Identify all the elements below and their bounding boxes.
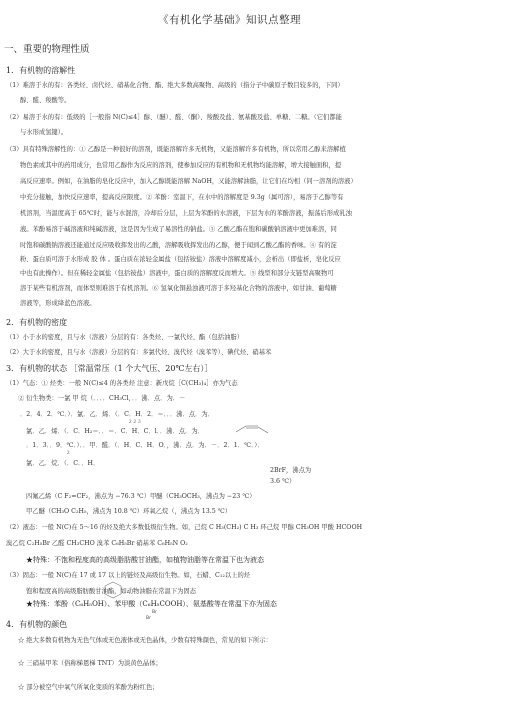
paragraph-text: ② 衍生物类：一氯 甲 烷（．．．．CH₃Cl，．．沸．点．为．－: [18, 395, 186, 402]
structural-formula-icon: [232, 420, 272, 442]
formula-label-br: Br: [146, 616, 151, 621]
formula-label-br: Br: [152, 610, 157, 615]
subscript-digits: ２２３: [128, 420, 142, 425]
paragraph-text: 高反应速率。例如，在油脂的皂化反应中，加入乙醇既能溶解 NaOH，又能溶解油脂，让它们在均相（同一溶剂的溶液）: [20, 178, 357, 185]
special-note: ★特殊：苯酚（C₆H₅OH）、苯甲酸（C₆H₅COOH）、氨基酸等在常温下亦为固态: [26, 600, 277, 608]
paragraph-text: ☆ 三硝基甲苯（俗称梯恩梯 TNT）为淡黄色晶体；: [18, 660, 162, 667]
paragraph-text: 醇、醛、羧酸等。: [20, 97, 71, 104]
paragraph-text: 四氟乙烯（C F₂=CF₂，沸点为 −76.3 ℃）甲醚（CH₃OCH₃，沸点为 −23 ℃）: [26, 493, 256, 500]
paragraph-text: （1）气态：① 烃类：一般 N(C)≤4 的各类烃 注意：新戊烷［C(CH₃)₄］亦为气态: [6, 380, 238, 387]
paragraph-text: 机溶剂，当温度高于 65℃时，能与水混溶，冷却后分层，上层为苯酚的水溶液，下层为水的苯酚溶液，振荡后形成乳浊: [20, 210, 352, 217]
paragraph-text: ．1．3．．9．℃．）．．甲．醛．（．H．C．H．O．，沸．点．为．－．2．1．℃．）．: [26, 442, 264, 449]
paragraph-text: 物色素或其中的药用成分，也常用乙醇作为反应的溶剂，使参加反应的有机物和无机物均能溶解，增大接触面积，提: [20, 162, 342, 169]
paragraph-text: （1）难溶于水的有：各类烃、卤代烃、硝基化合物、酯、绝大多数高聚物、高级的（指分子中碳原子数目较多的，下同）: [6, 82, 344, 89]
subscript-digit: ２: [66, 451, 71, 456]
paragraph-text: 溴乙烷 C₂H₅Br 乙醛 CH₃CHO 溴苯 C₆H₅Br 硝基苯 C₆H₅N O₂: [6, 540, 188, 547]
heading-state: 3．有机物的状态 ［常温常压（1 个大气压、20℃左右）］: [6, 364, 213, 373]
paragraph-text: 氯．乙．烷．（．C．．H．: [26, 460, 100, 467]
section-heading-physical-properties: 一、重要的物理性质: [4, 44, 90, 55]
paragraph-text: 与水形成氢键）。: [20, 129, 68, 136]
boiling-point-note: 2BrF，沸点为: [270, 467, 312, 474]
paragraph-text: （2）易溶于水的有：低级的［一般指 N(C)≤4］醇、（醚）、醛、（酮）、羧酸及盐、氨基酸及盐、单糖、二糖。（它们都能: [6, 114, 342, 121]
paragraph-text: 液。苯酚易溶于碱溶液和纯碱溶液，这是因为生成了易溶性的钠盐。③ 乙酸乙酯在饱和碳酸钠溶液中更加难溶，同: [20, 226, 337, 233]
paragraph-text: 粉、蛋白质可溶于水形成 胶 体 。蛋白质在浓轻金属盐（包括铵盐）溶液中溶解度减小，会析出（即盐析，皂化反应: [20, 256, 341, 263]
paragraph-text: 甲乙醚（CH₃O C₂H₅，沸点为 10.8 ℃）环氧乙烷（，沸点为 13.5 ℃）: [26, 508, 232, 515]
heading-density: 2．有机物的密度: [6, 318, 68, 327]
paragraph-text: 溶于某些有机溶剂，而体型则难溶于有机溶剂。⑥ 氢氧化铜悬浊液可溶于多羟基化合物的溶液中，如甘油、葡萄糖: [20, 285, 337, 292]
paragraph-text: 饱和程度高的高级脂肪酸甘油酯，如动物油脂在常温下为固态: [26, 588, 197, 595]
paragraph-text: 溶液等，形成绛蓝色溶液。: [20, 300, 96, 307]
heading-color: 4．有机物的颜色: [6, 620, 68, 629]
paragraph-text: （1）小于水的密度，且与水（溶液）分层的有：各类烃、一氯代烃、酯（包括油脂）: [6, 334, 243, 341]
paragraph-text: 中也有此操作）。但在稀轻金属盐（包括铵盐）溶液中，蛋白质的溶解度反而增大。⑤ 线型和部分支链型高聚物可: [20, 270, 334, 277]
paragraph-text: ☆ 绝大多数有机物为无色气体或无色液体或无色晶体，少数有特殊颜色，常见的如下所示：: [18, 637, 272, 644]
paragraph-text: （2）液态：一般 N(C)在 5～16 的烃及绝大多数低级衍生物。如，己烷 C H₃(CH₂) C H₃ 环己烷 甲醇 CH₃OH 甲酸 HCOOH: [6, 524, 363, 531]
heading-solubility: 1．有机物的溶解性: [6, 66, 76, 75]
benzene-ring-icon: [100, 580, 126, 600]
paragraph-text: （2）大于水的密度，且与水（溶液）分层的有：多氯代烃、溴代烃（溴苯等）、碘代烃、硝基苯: [6, 349, 272, 356]
paragraph-text: （3）具有特殊溶解性的：① 乙醇是一种很好的溶剂，既能溶解许多无机物，又能溶解许多有机物，所以常用乙醇来溶解植: [6, 146, 346, 153]
paragraph-text: ☆ 部分被空气中氧气所氧化变质的苯酚为粉红色；: [18, 684, 159, 691]
paragraph-text: ．2．4．2．℃．）．氯．乙．烯．（．C．H．2．＝．．．沸．点．为．: [20, 411, 214, 418]
paragraph-text: 氯．乙．烯．（．C．H₂＝．．＝．C．H．C．l．．沸．点．为．: [26, 428, 204, 435]
paragraph-text: （3）固态：一般 N(C)在 17 或 17 以上的链烃及高级衍生物。如，石蜡、C₁₂以上的烃: [6, 572, 251, 579]
special-note: ★特殊：不饱和程度高的高级脂肪酸甘油酯，如植物油脂等在常温下也为液态: [26, 556, 264, 564]
boiling-point-note: 3.6 ℃）: [270, 478, 296, 485]
page-title: 《有机化学基础》知识点整理: [158, 14, 301, 26]
paragraph-text: 时饱和碳酸钠溶液还能通过反应吸收挥发出的乙酸，溶解吸收挥发出的乙醇，便于闻到乙酸乙酯的香味。④ 有的淀: [20, 242, 337, 249]
paragraph-text: 中充分接触，加快反应速率，提高反应限度。② 苯酚：室温下，在水中的溶解度是 9.3g（属可溶），易溶于乙醇等有: [20, 194, 344, 201]
